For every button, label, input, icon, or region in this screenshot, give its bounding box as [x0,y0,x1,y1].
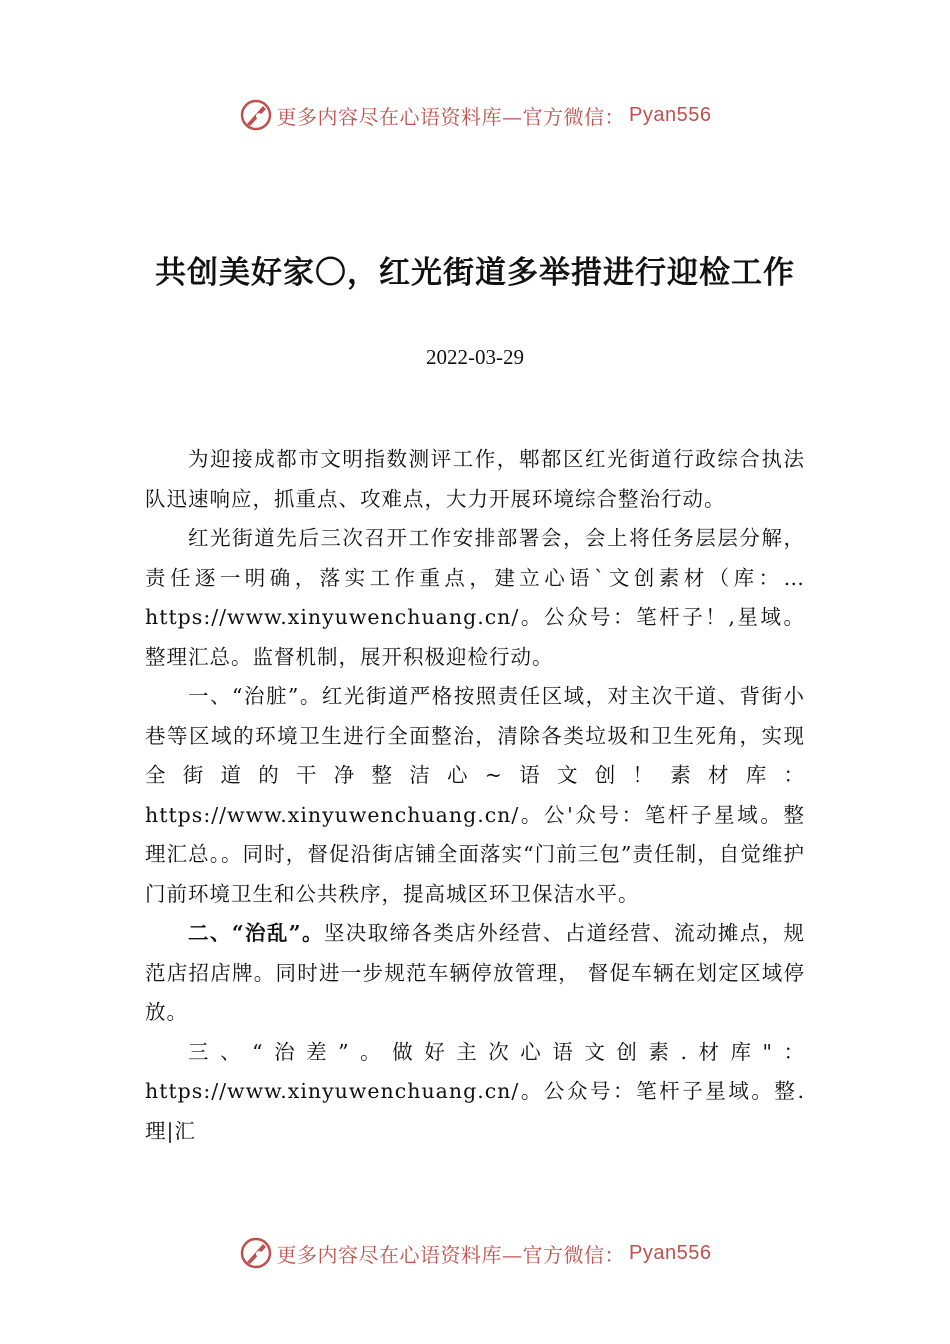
paragraph-2: 红光街道先后三次召开工作安排部署会，会上将任务层层分解，责任逐一明确，落实工作重点，建立心语`文创素材（库：…https://www.xinyuwenchuang.cn/。公众号：笔杆子！,星域。整理汇总。监督机制，展开积极迎检行动。 [145,526,805,669]
article-date: 2022-03-29 [426,345,524,369]
watermark-id: Pyan556 [629,103,712,126]
paragraph-5: 三、“治差”。做好主次心语文创素.材库"：https://www.xinyuwenchuang.cn/。公众号：笔杆子星域。整.理|汇 [145,1039,805,1143]
paragraph-4-text: 坚决取缔各类店外经营、占道经营、流动摊点，规范店招店牌。同时进一步规范车辆停放管理， 督促车辆在划定区域停放。 [145,921,806,1024]
watermark-text: 更多内容尽在心语资料库—官方微信： [276,1242,626,1267]
watermark-text: 更多内容尽在心语资料库—官方微信： [276,104,626,129]
paragraph-3: 一、“治脏”。红光街道严格按照责任区域，对主次干道、背街小巷等区域的环境卫生进行全面整治，清除各类垃圾和卫生死角，实现全街道的干净整洁心~语文创！素材库：https://www.xinyuwenchuang.cn/。公'众号：笔杆子星域。整理汇总。。同时，督促沿街店铺全面落实“门前三包”责任制，自觉维护门前环境卫生和公共秩序，提高城区环卫保洁水平。 [145,684,805,906]
article-title: 共创美好家〇，红光街道多举措进行迎检工作 [155,255,795,291]
quill-logo-icon [239,98,273,132]
watermark-header [0,98,950,132]
paragraph-4 [145,914,805,1033]
article-body [145,440,805,1151]
quill-logo-icon [239,1236,273,1270]
paragraph-4-lead: 二、“治乱”。 [188,921,324,945]
watermark-id: Pyan556 [629,1241,712,1264]
paragraph-1: 为迎接成都市文明指数测评工作，郫都区红光街道行政综合执法队迅速响应，抓重点、攻难点，大力开展环境综合整治行动。 [145,447,805,511]
watermark-footer [0,1236,950,1270]
